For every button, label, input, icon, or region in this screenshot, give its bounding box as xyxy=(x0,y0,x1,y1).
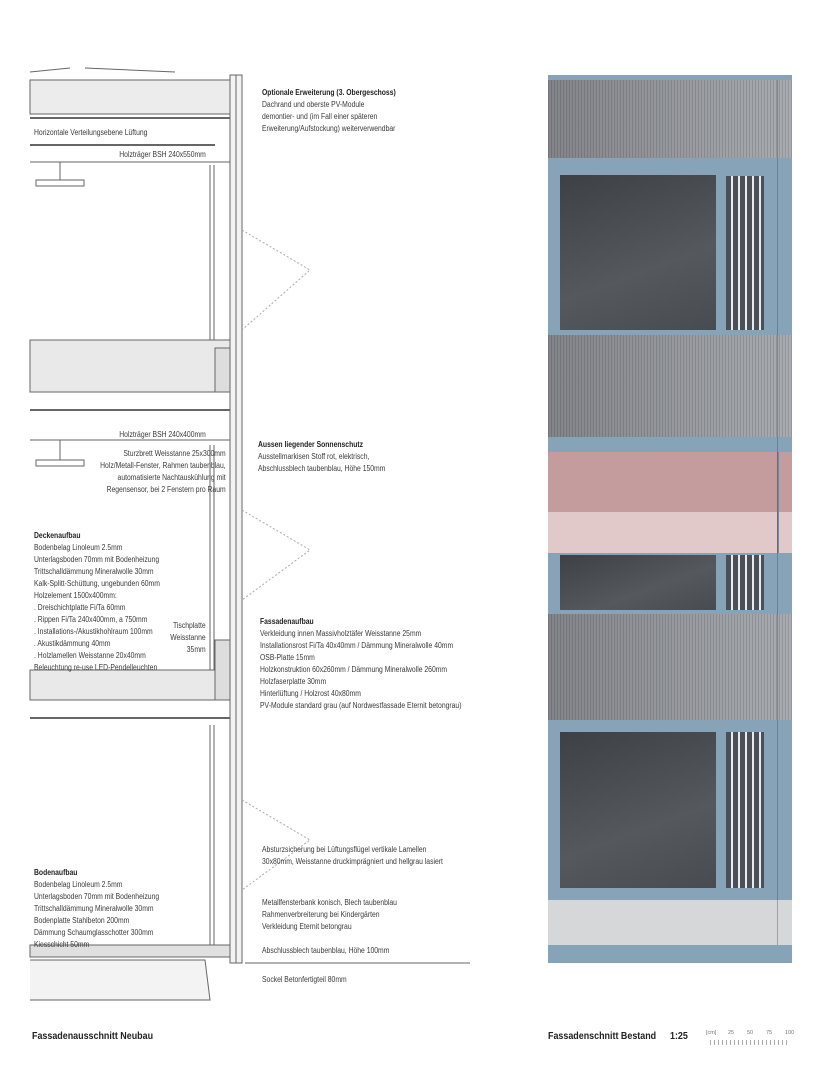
scale-tick: 75 xyxy=(766,1030,773,1036)
annotation-floor-build-up: Bodenaufbau Bodenbelag Linoleum 2.5mm Unterlagsboden 70mm mit Bodenheizung Trittschalldämmung Mineralwolle 30mm Bodenplatte Stahlbeton 200mm Dämmung Schaumglasschotter 300mm Kiesschicht 50mm xyxy=(34,868,160,949)
annotation-ceiling-build-up: Deckenaufbau Bodenbelag Linoleum 2.5mm Unterlagsboden 70mm mit Bodenheizung Trittschalldämmung Mineralwolle 30mm Kalk-Splitt-Schüttung, ungebunden 60mm Holzelement 1500x400mm: . Dreischichtplatte Fi/Ta 60mm . Rippen Fi/Ta 240x400mm, a 750mm . Installations-/Akustikhohlraum 100mm . Akustikdämmung 40mm . Holzlamellen Weisstanne 20x40mm Beleuchtung re-use LED-Pendelleuchten xyxy=(34,531,160,672)
scale-bar xyxy=(706,1030,798,1050)
scale-label: 1:25 xyxy=(670,1030,688,1042)
awning xyxy=(548,452,792,512)
pv-panel xyxy=(548,614,792,720)
pv-panel xyxy=(548,80,792,158)
annotation-sun-shading: Aussen liegender Sonnenschutz Ausstellmarkisen Stoff rot, elektrisch, Abschlussblech taubenblau, Höhe 150mm xyxy=(258,440,386,473)
louvers xyxy=(726,555,764,610)
annotation-fall-protection: Absturzsicherung bei Lüftungsflügel vertikale Lamellen 30x80mm, Weisstanne druckimprägniert und hellgrau lasiert xyxy=(262,845,443,866)
caption-existing: Fassadenschnitt Bestand xyxy=(548,1030,657,1042)
window xyxy=(560,732,716,888)
annotation-window: Sturzbrett Weisstanne 25x300mm Holz/Metall-Fenster, Rahmen taubenblau, automatisierte Nachtauskühlung mit Regensensor, bei 2 Fenstern pro Raum xyxy=(100,449,226,494)
concrete-cladding xyxy=(548,900,792,945)
annotation-flashing: Abschlussblech taubenblau, Höhe 100mm xyxy=(262,946,390,955)
floor-slab-2 xyxy=(30,670,230,700)
caption-new-building: Fassadenausschnitt Neubau xyxy=(32,1030,154,1042)
annotation-beam-2: Holzträger BSH 240x400mm xyxy=(119,430,206,439)
annotation-ventilation: Horizontale Verteilungsebene Lüftung xyxy=(34,128,148,137)
annotation-base: Sockel Betonfertigteil 80mm xyxy=(262,975,347,984)
window xyxy=(560,555,716,610)
scale-unit: [cm] xyxy=(706,1030,717,1036)
scale-tick: 50 xyxy=(747,1030,754,1036)
awning-lower xyxy=(548,512,792,553)
pv-module-roof xyxy=(30,68,175,72)
floor-slab-1 xyxy=(30,340,230,392)
annotation-facade-build-up: Fassadenaufbau Verkleidung innen Massivholztäfer Weisstanne 25mm Installationsrost Fi/Ta 40x40mm / Dämmung Mineralwolle 40mm OSB-Platte 15mm Holzkonstruktion 60x260mm / Dämmung Mineralwolle 260mm Holzfaserplatte 30mm Hinterlüftung / Holzrost 40x80mm PV-Module standard grau (auf Nordwestfassade Eternit betongrau) xyxy=(260,617,462,710)
scale-tick: 25 xyxy=(728,1030,735,1036)
annotation-table: Tischplatte Weisstanne 35mm xyxy=(170,621,206,654)
louvers xyxy=(726,732,764,888)
annotation-window-sill: Metallfensterbank konisch, Blech taubenblau Rahmenverbreiterung bei Kindergärten Verkleidung Eternit betongrau xyxy=(262,898,397,931)
scale-tick: 100 xyxy=(785,1030,795,1036)
roof-slab xyxy=(30,80,230,114)
annotation-optional-extension: Optionale Erweiterung (3. Obergeschoss) Dachrand und oberste PV-Module demontier- und (im Fall einer späteren Erweiterung/Aufstockung) weiterverwendbar xyxy=(262,88,396,133)
annotation-beam-1: Holzträger BSH 240x550mm xyxy=(119,150,206,159)
window xyxy=(560,175,716,330)
louvers xyxy=(726,176,764,330)
pv-panel xyxy=(548,335,792,437)
